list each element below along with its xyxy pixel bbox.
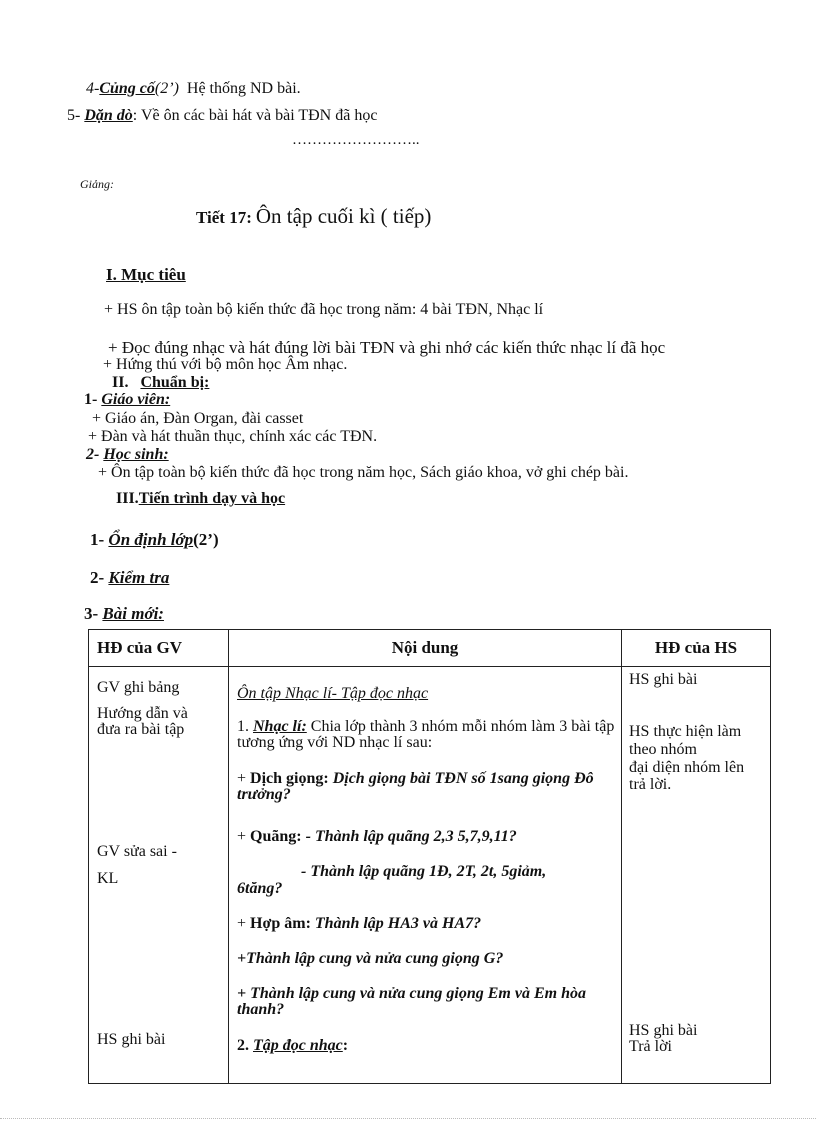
title-prefix: Tiết 17: bbox=[196, 208, 252, 227]
homework-line bbox=[67, 107, 377, 125]
chord-label: Hợp âm: bbox=[250, 915, 311, 932]
step-label: Ổn định lớp bbox=[108, 530, 194, 549]
teach-label: Giảng: bbox=[80, 177, 114, 191]
teacher-item: + Đàn và hát thuần thục, chính xác các TĐN. bbox=[88, 428, 378, 445]
hs-line: HS ghi bài bbox=[629, 671, 698, 688]
teacher-label bbox=[84, 391, 170, 409]
interval-plus: + bbox=[237, 828, 247, 845]
scale-item-2: + Thành lập cung và nửa cung giọng Em và Em hòa thanh? bbox=[237, 985, 586, 1018]
gv-line: đưa ra bài tập bbox=[97, 721, 185, 738]
chord-item bbox=[237, 915, 481, 933]
interval-text: - Thành lập quãng 2,3 5,7,9,11? bbox=[305, 828, 517, 845]
homework-text: : Về ôn các bài hát và bài TĐN đã học bbox=[132, 107, 378, 124]
homework-label: Dặn dò bbox=[84, 107, 133, 124]
hs-line: trả lời. bbox=[629, 776, 672, 793]
review-text: Hệ thống ND bài. bbox=[186, 80, 301, 97]
process-step bbox=[90, 530, 219, 550]
table-row bbox=[89, 667, 771, 1084]
interval-item bbox=[237, 828, 517, 846]
gv-line: HS ghi bài bbox=[97, 1031, 166, 1048]
step-num: 3- bbox=[84, 604, 99, 623]
reading-item bbox=[237, 1037, 348, 1055]
hs-line: Trả lời bbox=[629, 1038, 672, 1055]
chord-plus: + bbox=[237, 915, 247, 932]
chord-text: Thành lập HA3 và HA7? bbox=[314, 915, 482, 932]
transpose-label: Dịch giọng: bbox=[250, 770, 329, 787]
gv-cell bbox=[89, 667, 229, 1084]
section-title: Ôn tập Nhạc lí- Tập đọc nhạc bbox=[237, 685, 429, 702]
teacher-label-num: 1- bbox=[84, 391, 98, 408]
hs-line: theo nhóm bbox=[629, 741, 697, 758]
page-title bbox=[196, 204, 431, 229]
objective-item: + Đọc đúng nhạc và hát đúng lời bài TĐN và ghi nhớ các kiến thức nhạc lí đã học bbox=[108, 338, 666, 357]
interval-item-2: - Thành lập quãng 1Đ, 2T, 2t, 5giảm, bbox=[301, 863, 547, 880]
interval-item-2b: 6tăng? bbox=[237, 880, 283, 897]
transpose-item bbox=[237, 771, 607, 803]
title-main: Ôn tập cuối kì ( tiếp) bbox=[255, 204, 432, 228]
gv-line: GV sửa sai - bbox=[97, 843, 177, 860]
reading-num: 2. bbox=[237, 1037, 249, 1054]
theory-paragraph bbox=[237, 719, 619, 751]
header-hs: HĐ của HS bbox=[622, 630, 771, 667]
student-item: + Ôn tập toàn bộ kiến thức đã học trong năm học, Sách giáo khoa, vở ghi chép bài. bbox=[98, 464, 629, 481]
gv-line: Hướng dẫn và bbox=[97, 705, 188, 722]
transpose-plus: + bbox=[237, 770, 247, 787]
gv-line: KL bbox=[97, 870, 119, 887]
objective-item: + HS ôn tập toàn bộ kiến thức đã học trong năm: 4 bài TĐN, Nhạc lí bbox=[104, 301, 544, 318]
step-label: Bài mới: bbox=[102, 604, 164, 623]
content-cell bbox=[229, 667, 622, 1084]
process-title: Tiến trình dạy và học bbox=[138, 490, 286, 507]
teacher-label-text: Giáo viên: bbox=[101, 391, 171, 408]
reading-label: Tập đọc nhạc bbox=[253, 1037, 343, 1054]
objectives-heading: I. Mục tiêu bbox=[106, 265, 186, 284]
theory-num: 1. bbox=[237, 718, 249, 735]
step-label: Kiểm tra bbox=[108, 568, 170, 587]
hs-cell bbox=[622, 667, 771, 1084]
page-bottom-rule bbox=[0, 1118, 816, 1119]
process-step bbox=[90, 568, 169, 588]
preparation-num: II. bbox=[112, 374, 129, 391]
review-time: (2’) bbox=[154, 80, 179, 97]
objective-item: + Hứng thú với bộ môn học Âm nhạc. bbox=[103, 356, 348, 373]
hs-line: đại diện nhóm lên bbox=[629, 759, 745, 776]
process-num: III. bbox=[116, 490, 139, 507]
homework-num: 5- bbox=[67, 107, 81, 124]
step-suffix: (2’) bbox=[193, 530, 219, 549]
student-label bbox=[86, 446, 169, 464]
teacher-item: + Giáo án, Đàn Organ, đài casset bbox=[92, 410, 304, 427]
reading-colon: : bbox=[342, 1037, 349, 1054]
lesson-table bbox=[88, 629, 771, 1084]
header-content: Nội dung bbox=[229, 630, 622, 667]
scale-item: +Thành lập cung và nửa cung giọng G? bbox=[237, 950, 504, 967]
separator: …………………….. bbox=[292, 132, 420, 148]
theory-text: Chia lớp thành 3 nhóm mỗi nhóm làm 3 bài tập tương ứng với ND nhạc lí sau: bbox=[237, 718, 615, 751]
review-line bbox=[86, 80, 301, 98]
hs-line: HS thực hiện làm bbox=[629, 723, 742, 740]
review-label: Củng cố bbox=[99, 80, 155, 97]
gv-line: GV ghi bảng bbox=[97, 679, 180, 696]
student-label-num: 2- bbox=[86, 446, 100, 463]
table-header-row bbox=[89, 630, 771, 667]
review-num: 4- bbox=[86, 80, 100, 97]
transpose-text: Dịch giọng bài TĐN số 1sang giọng Đô trưởng? bbox=[237, 770, 594, 803]
theory-label: Nhạc lí: bbox=[253, 718, 307, 735]
student-label-text: Học sinh: bbox=[103, 446, 169, 463]
step-num: 1- bbox=[90, 530, 105, 549]
preparation-heading bbox=[112, 374, 209, 392]
header-gv: HĐ của GV bbox=[89, 630, 229, 667]
process-step bbox=[84, 604, 164, 624]
process-heading bbox=[116, 490, 285, 508]
hs-line: HS ghi bài bbox=[629, 1022, 698, 1039]
step-num: 2- bbox=[90, 568, 105, 587]
interval-label: Quãng: bbox=[250, 828, 302, 845]
preparation-title: Chuẩn bị: bbox=[140, 374, 210, 391]
